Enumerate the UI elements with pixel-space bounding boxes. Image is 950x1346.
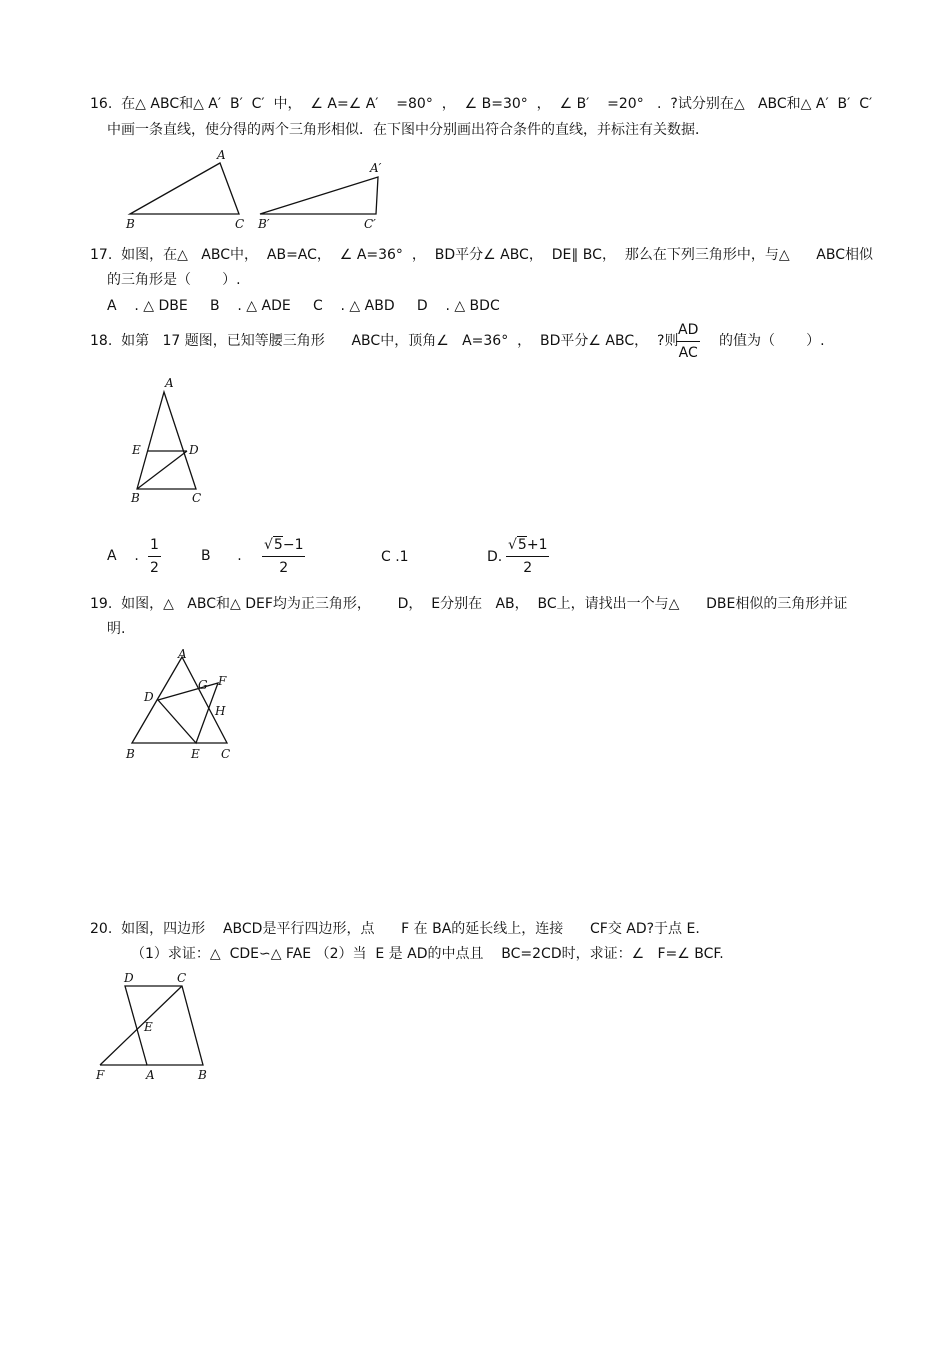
q18-label-e: E [132,443,141,457]
q20-line1: 20. 如图，四边形 ABCD是平行四边形，点 F 在 BA的延长线上，连接 CF交 AD?于点 E. [90,921,700,937]
q19-triangles-figure [120,645,250,770]
q18-option-c: C .1 [381,549,409,565]
q16-label-a-prime: A′ [370,161,382,175]
q18-label-b: B [131,491,140,505]
q20-label-c: C [177,971,187,985]
q19-line2: 明. [107,621,126,637]
q19-label-e: E [191,747,200,761]
segment-fc [100,986,182,1065]
q18-option-a-bar [148,556,161,557]
q19-label-d: D [144,690,154,704]
q18-fraction-numerator: AD [678,322,699,338]
q18-option-a-num: 1 [150,537,159,553]
q16-label-a: A [217,148,226,162]
q16-label-b: B [126,217,135,231]
q18-triangle-figure [125,372,225,512]
q18-option-d-fraction: √5+1 2 [508,537,548,576]
q18-option-d-label: D. [487,549,503,565]
q20-label-e: E [144,1020,153,1034]
q19-label-a: A [178,647,187,661]
q17-line2: 的三角形是（ ）. [107,272,241,288]
q18-option-b-fraction: √5−1 2 [264,537,304,576]
q18-option-d-rest: +1 [526,537,548,553]
q18-fraction [676,322,700,361]
q18-option-a-den: 2 [150,560,159,576]
q19-label-c: C [221,747,231,761]
q20-label-b: B [198,1068,207,1082]
q16-label-b-prime: B′ [258,217,270,231]
segment-bd [137,451,187,489]
q18-option-a-label: A . [107,548,139,564]
parallelogram-abcd [125,986,203,1065]
q18-text-after: 的值为（ ）. [719,333,825,349]
q16-label-c: C [235,217,245,231]
q19-label-g: G [198,678,208,692]
q20-parallelogram-figure [90,968,220,1083]
q19-label-b: B [126,747,135,761]
q20-label-a: A [146,1068,155,1082]
triangle-a2b2c2 [260,177,378,214]
q18-fraction-bar [676,341,700,342]
triangle-abc [130,163,239,214]
q18-option-b-label: B . [201,548,242,564]
triangle-abc [137,392,196,489]
q18-option-d-bar [506,556,549,557]
q16-label-c-prime: C′ [364,217,376,231]
q17-options: A . △ DBE B . △ ADE C . △ ABD D . △ BDC [107,298,500,314]
q18-option-b-bar [262,556,305,557]
q18-option-d-den: 2 [523,560,533,576]
q20-label-f: F [96,1068,105,1082]
q18-option-a-fraction [148,537,161,576]
q20-line2: （1）求证：△ CDE∽△ FAE （2）当 E 是 AD的中点且 BC=2CD时，求证：∠ F=∠ BCF. [131,946,724,962]
q20-label-d: D [124,971,134,985]
q16-line2: 中画一条直线，使分得的两个三角形相似．在下图中分别画出符合条件的直线，并标注有关数据． [107,122,709,138]
triangle-def [158,683,218,743]
q18-fraction-denominator: AC [678,345,698,361]
q19-label-f: F [218,674,227,688]
q19-line1: 19. 如图，△ ABC和△ DEF均为正三角形， D， E分别在 AB， BC上，请找出一个与△ DBE相似的三角形并证 [90,596,848,612]
q17-line1: 17. 如图，在△ ABC中， AB=AC， ∠ A=36° ， BD平分∠ ABC， DE∥ BC， 那么在下列三角形中，与△ ABC相似 [90,247,874,263]
q19-label-h: H [215,704,226,718]
q18-option-d-radicand: 5 [517,537,527,553]
q18-label-d: D [189,443,199,457]
q16-line1: 16. 在△ ABC和△ A′ B′ C′ 中， ∠ A=∠ A′ =80° ， ∠ B=30° ， ∠ B′ =20° . ?试分别在△ ABC和△ A′ B′ C′ [90,96,873,112]
q18-option-b-radicand: 5 [273,537,283,553]
q18-label-c: C [192,491,202,505]
q18-text-before: 18. 如第 17 题图，已知等腰三角形 ABC中，顶角∠ A=36° ， BD平分∠ ABC， ?则 [90,333,679,349]
q18-label-a: A [165,376,174,390]
q18-option-b-rest: −1 [282,537,304,553]
q16-triangles-figure [120,145,400,235]
q18-option-b-den: 2 [279,560,289,576]
